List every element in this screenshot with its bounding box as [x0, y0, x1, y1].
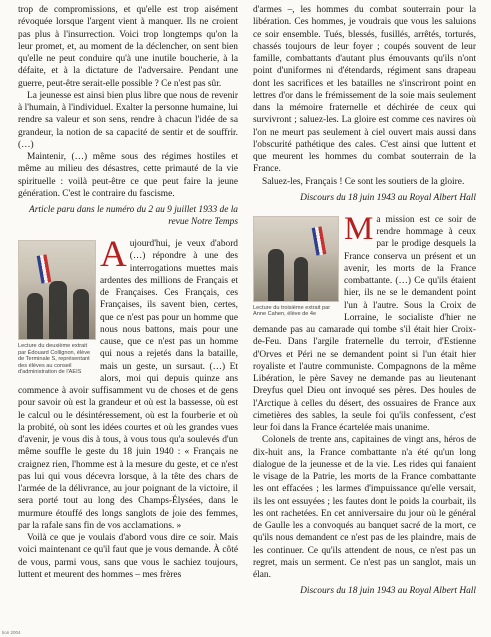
person-figure — [27, 293, 43, 339]
third-extract — [253, 210, 476, 435]
drop-cap: M — [344, 210, 374, 247]
photo-block — [253, 216, 337, 318]
paragraph: a mission est ce soir de rendre hommage à ceux par le prodige desquels la France conserva un présent et un avenir, les morts de la France combattante. (…) Ce qu'ils étaient hier, ils ne se le demandent point l'un à l'autre. Sous la Croix de Lorraine, le socialiste d'hier ne demande pas au camarade qui tombe s'il était hier Croix-de-Feu. Dans l'argile fraternelle du terroir, d'Estienne d'Orves et Péri ne se demandent point si l'un était hier royaliste et l'autre communiste. Compagnons de la même Libération, le père Savey ne demande pas au lieutenant Dreyfus quel Dieu ont invoqué ses pères. Des houles de l'Arctique à celles du désert, des ossuaires de France aux cimetières des sables, la seule foi qu'ils confessent, c'est leur foi dans la France écartelée mais unanime. — [253, 214, 476, 433]
flag-icon — [37, 254, 52, 283]
paragraph: La jeunesse est ainsi bien plus libre que nous de revenir à l'humain, à l'individuel. Exalter la personne humaine, lui rendre sa valeur et son sens, rendre à chacun l'idée de sa grandeur, la notion de sa capacité de sentir et de souffrir. (…) — [18, 90, 238, 150]
paragraph: Maintenir, (…) même sous des régimes hostiles et même au milieu des désastres, cette primauté de la vie spirituelle : voilà peut-être ce que peut faire la jeune génération. C'est le contraire du fascisme. — [18, 152, 238, 199]
page-footer: tion 2004 — [2, 630, 21, 635]
drop-cap: A — [100, 234, 127, 275]
left-column — [18, 4, 238, 581]
photo-caption: Lecture du troisième extrait par Anne Cahen, élève de 4e — [253, 304, 331, 318]
person-figure — [49, 281, 67, 339]
paragraph: Saluez-les, Français ! Ce sont les soutiers de la gloire. — [262, 176, 465, 187]
photo-block — [18, 240, 94, 376]
person-figure — [268, 249, 284, 301]
paragraph: d'armes –, les hommes du combat souterrain pour la libération. Ces hommes, je voudrais que vous les saluions ce soir ensemble. Tués, blessés, fusillés, arrêtés, torturés, chassés toujours de leur foyer ; coupés souvent de leur famille, combattants d'autant plus émouvants qu'ils n'ont point d'uniformes ni d'étendards, régiment sans drapeau dont les sacrifices et les batailles ne s'inscriront point en lettres d'or dans le frémissement de la soie mais seulement dans la mémoire fraternelle et déchirée de ceux qui survivront ; saluez-les. La gloire est comme ces navires où l'on ne meurt pas seulement à ciel ouvert mais aussi dans l'obscurité pathétique des cales. C'est ainsi que luttent et que meurent les hommes du combat souterrain de la France. — [253, 5, 476, 175]
second-extract — [18, 234, 238, 532]
paragraph: trop de compromissions, et qu'elle est trop aisément révoquée lorsque l'argent vient à manquer. Ils ne croient pas plus à l'insurrection. Voici trop longtemps qu'on la leur promet, et, au moment de la déclencher, on sent bien qu'elle ne peut conduire qu'à une inutile boucherie, à la défaite, et à la dictature de l'adversaire. Pendant une guerre, peut-être serait-elle possible ? Ce n'est pas sûr. — [18, 5, 238, 89]
person-figure — [73, 289, 89, 339]
source-attribution: Discours du 18 juin 1943 au Royal Albert Hall — [300, 586, 476, 597]
reading-photo — [253, 216, 339, 302]
paragraph: Voilà ce que je voulais d'abord vous dire ce soir. Mais voici maintenant ce qu'il faut que je vous demande. À côté de vous, parmi vous, sans que vous le sachiez toujours, luttent et meurent des hommes – mes frères — [18, 533, 238, 580]
right-column — [253, 4, 476, 607]
person-figure — [294, 257, 308, 301]
flag-icon — [312, 226, 327, 255]
source-attribution: Article paru dans le numéro du 2 au 9 juillet 1933 de la revue Notre Temps — [28, 205, 238, 227]
reading-photo — [18, 240, 96, 340]
source-attribution: Discours du 18 juin 1943 au Royal Albert Hall — [300, 192, 476, 203]
paragraph: ujourd'hui, je veux d'abord (…) répondre à une des interrogations muettes mais ardentes des millions de Français et de Françaises. Ces Français, ces Françaises, ils savent bien, certes, que ce n'est pas pour un homme que nous nous battons, mais pour une cause, que ce n'est pas un homme qui nous a rejetés dans la bataille, mais un geste, un sursaut. (…) Et alors, moi qui depuis quinze ans commence à avoir suffisamment vu de choses et de gens pour savoir où est la grandeur et où est la bassesse, où est le calcul ou le désintéressement, où est la fourberie et où la probité, où sont les idées courtes et où les grandes vues d'avenir, je vous dis à tous, à vous tous qu'a soulevés d'un même souffle le geste du 18 juin 1940 : « Français ne craignez rien, l'homme est à la mesure du geste, et ce n'est pas lui qui vous décevra lorsque, à la tête des chars de l'armée de la délivrance, au jour poignant de la victoire, il sera porté tout au long des Champs-Élysées, dans le murmure étouffé des longs sanglots de joie des femmes, par la rafale sans fin de vos acclamations. » — [18, 239, 238, 531]
photo-caption: Lecture du deuxième extrait par Édouard Collignon, élève de Terminale S, représentant des élèves au conseil d'administration de l'AEIS — [18, 343, 91, 376]
paragraph: Colonels de trente ans, capitaines de vingt ans, héros de dix-huit ans, la France combattante n'a été qu'un long dialogue de la jeunesse et de la vie. Les rides qui fanaient le visage de la Patrie, les morts de la France combattante les ont effacées ; les larmes d'impuissance qu'elle versait, ils les ont essuyées ; les fautes dont le poids la courbait, ils les ont rachetées. En cet anniversaire du jour où le général de Gaulle les a convoqués au banquet sacré de la mort, ce qu'ils nous demandent ce n'est pas de les plaindre, mais de les continuer. Ce qu'ils attendent de nous, ce n'est pas un regret, mais un serment. Ce n'est pas un sanglot, mais un élan. — [253, 435, 476, 580]
